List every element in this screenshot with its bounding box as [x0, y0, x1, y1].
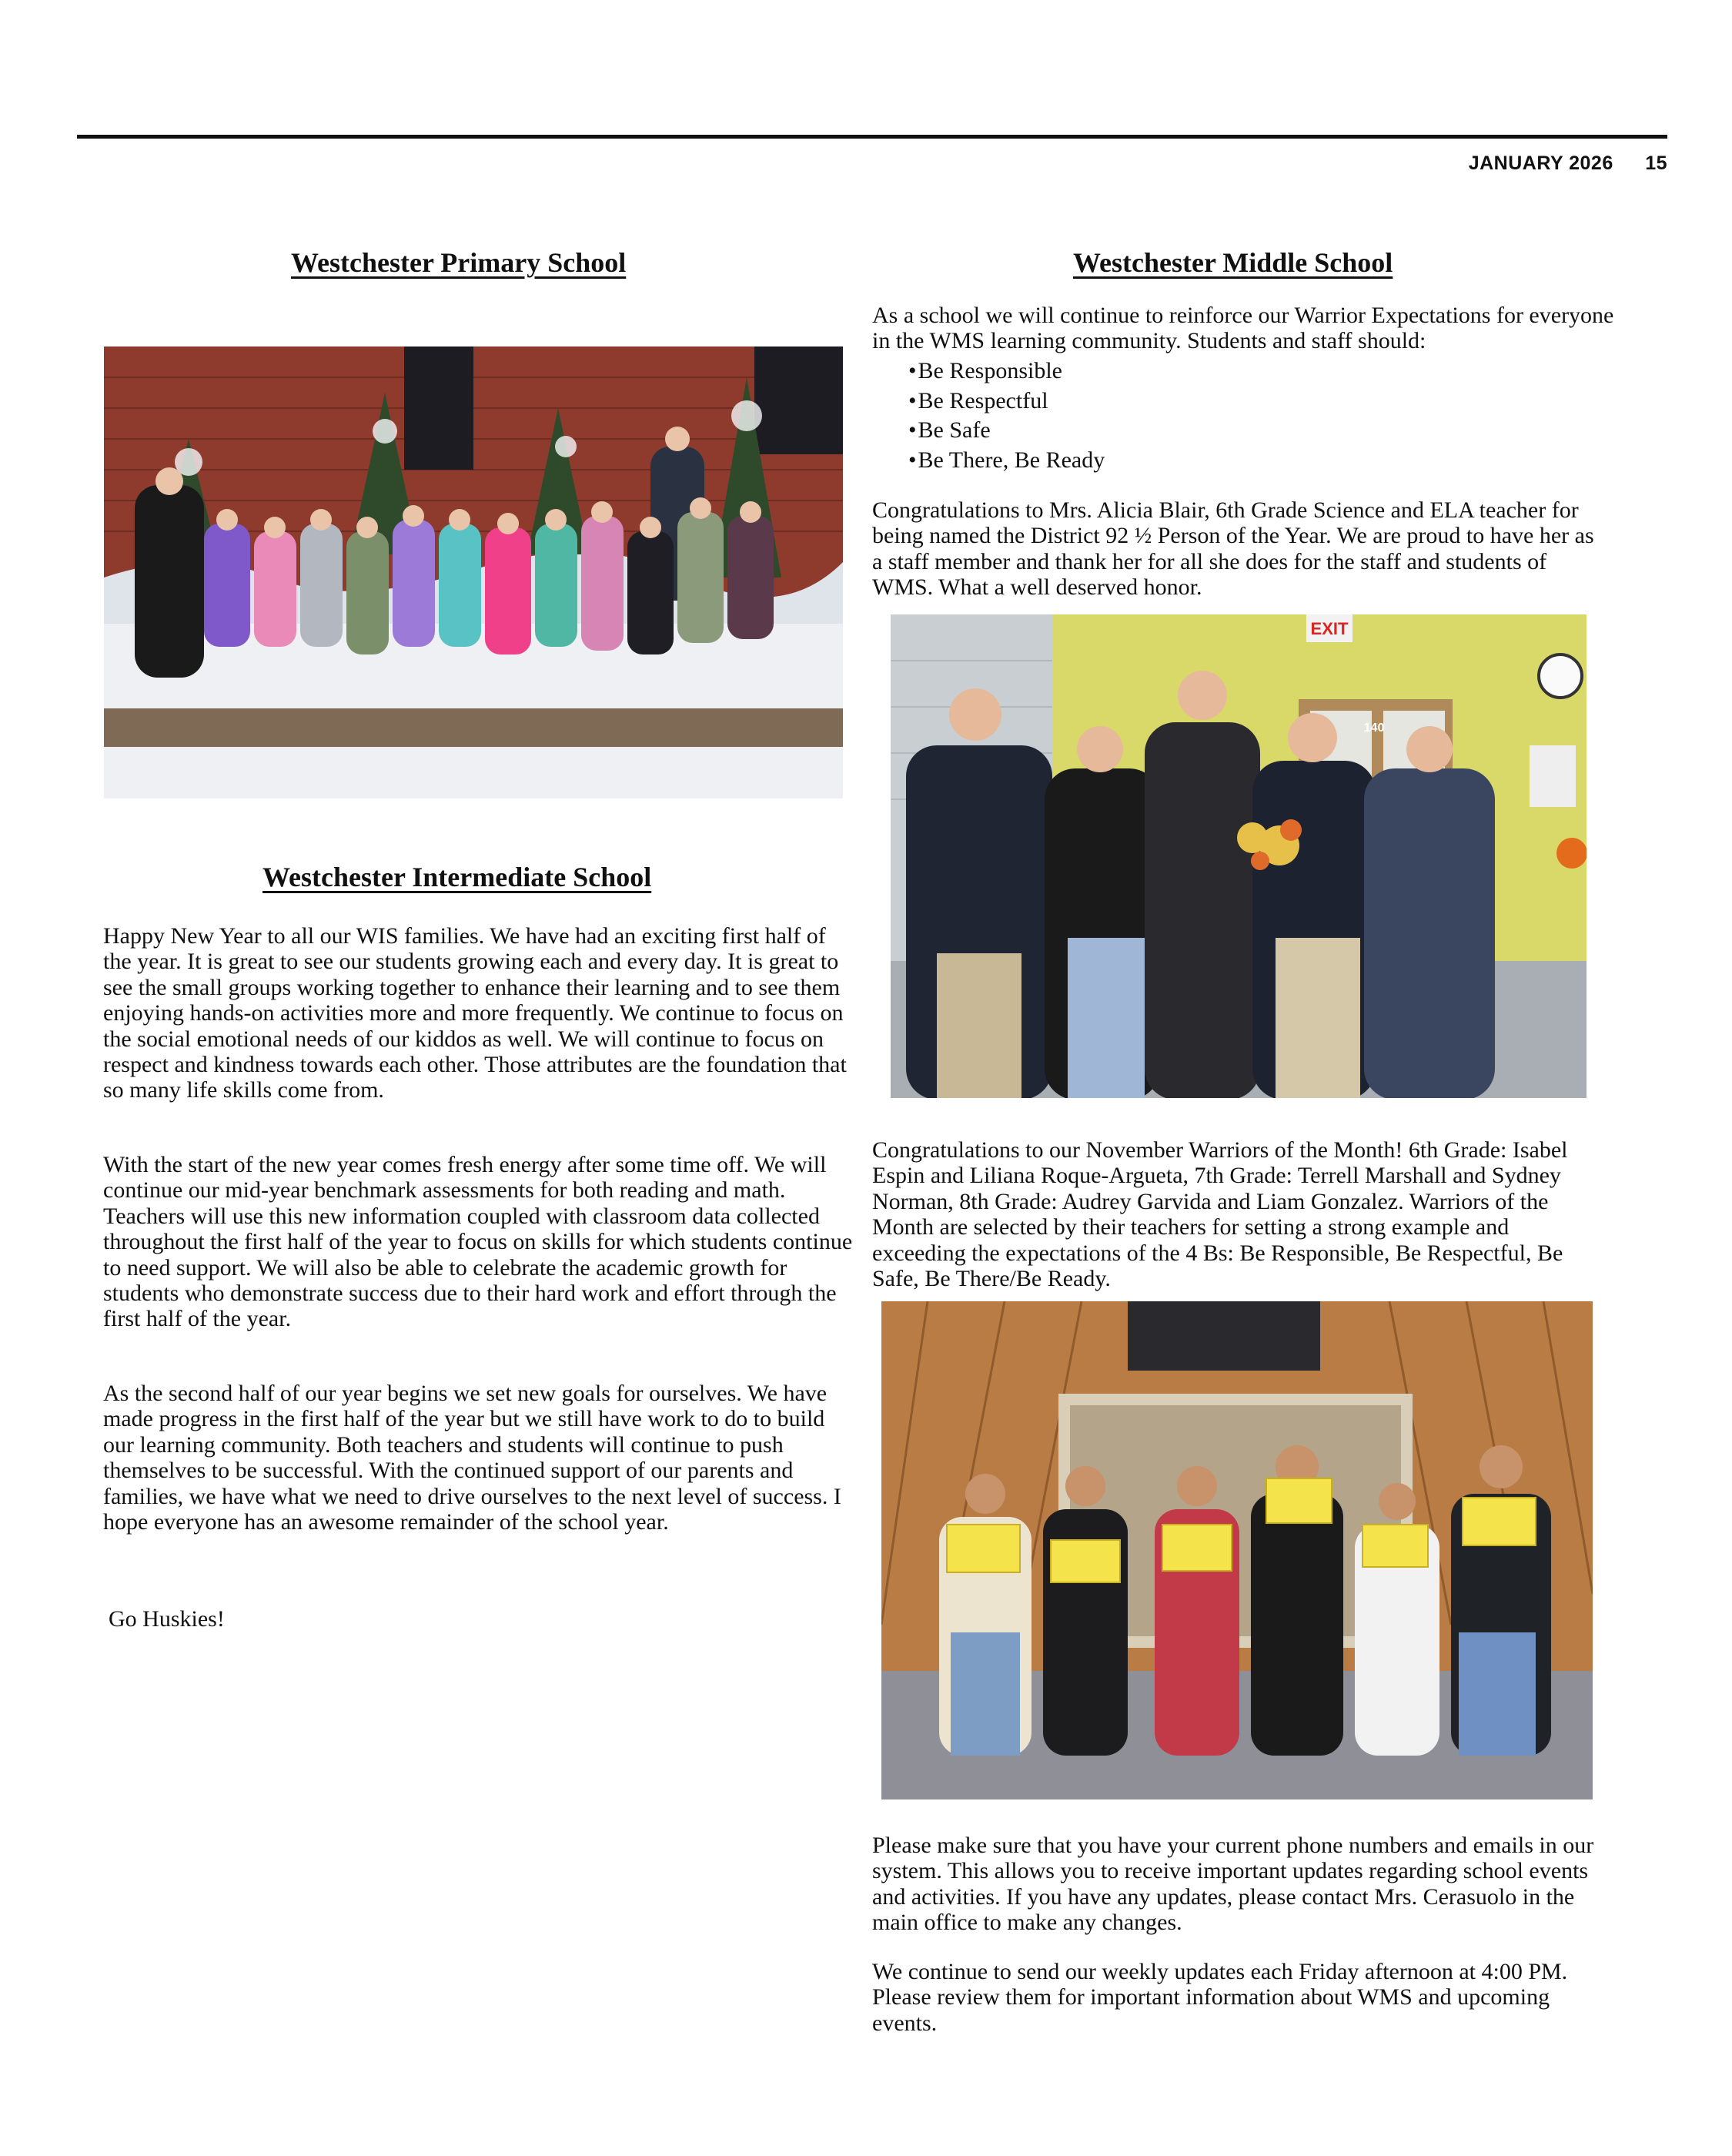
expectation-item: • Be Responsible: [908, 357, 1105, 387]
expectation-item: • Be There, Be Ready: [908, 446, 1105, 476]
middle-school-heading: Westchester Middle School: [1073, 247, 1393, 278]
middle-intro: As a school we will continue to reinforce our Warrior Expectations for everyone in the WMS learning community. Students and staff should:: [872, 303, 1614, 354]
intermediate-paragraph-1: Happy New Year to all our WIS families. We have had an exciting first half of the year. It is great to see our students growing each and every day. It is great to see the small groups working together to enhance their learning and to see them enjoying hands-on activities more and more frequently. We continue to focus on the social emotional needs of our kiddos as well. We will continue to focus on respect and kindness towards each other. Those attributes are the foundation that so many life skills come from.: [103, 923, 847, 1103]
header-rule: [77, 135, 1667, 139]
primary-class-photo: [104, 346, 843, 798]
page-number: 15: [1645, 152, 1667, 174]
congrats-blair-paragraph: Congratulations to Mrs. Alicia Blair, 6th Grade Science and ELA teacher for being named the District 92 ½ Person of the Year. We are proud to have her as a staff member and thank her for all she does for the staff and students of WMS. What a well deserved honor.: [872, 497, 1594, 601]
intermediate-school-heading: Westchester Intermediate School: [262, 862, 652, 892]
weekly-updates-paragraph: We continue to send our weekly updates each Friday afternoon at 4:00 PM. Please review them for important information about WMS and upcoming events.: [872, 1959, 1568, 2036]
intermediate-paragraph-3: As the second half of our year begins we set new goals for ourselves. We have made progress in the first half of the year but we still have work to do to build our learning community. Both teachers and students will continue to push themselves to be successful. With the continued support of our parents and families, we have what we need to drive ourselves to the next level of success. I hope everyone has an awesome remainder of the school year.: [103, 1381, 841, 1535]
intermediate-paragraph-2: With the start of the new year comes fresh energy after some time off. We will continue our mid-year benchmark assessments for both reading and math. Teachers will use this new information coupled with classroom data collected throughout the first half of the year to focus on skills for which students continue to need support. We will also be able to celebrate the academic growth for students who demonstrate success due to their hard work and effort through the first half of the year.: [103, 1152, 853, 1332]
expectations-list: [908, 357, 1105, 475]
room-number-text: 140: [1363, 721, 1385, 735]
exit-sign-text: EXIT: [1310, 619, 1349, 638]
warriors-of-month-paragraph: Congratulations to our November Warriors of the Month! 6th Grade: Isabel Espin and Liliana Roque-Argueta, 7th Grade: Terrell Marshall and Sydney Norman, 8th Grade: Audrey Garvida and Liam Gonzalez. Warriors of the Month are selected by their teachers for setting a strong example and exceeding the expectations of the 4 Bs: Be Responsible, Be Respectful, Be Safe, Be There/Be Ready.: [872, 1137, 1568, 1292]
primary-school-heading: Westchester Primary School: [291, 247, 627, 278]
intermediate-signoff: Go Huskies!: [109, 1606, 225, 1632]
warriors-of-month-photo: [881, 1301, 1593, 1799]
staff-award-photo: [891, 614, 1587, 1098]
expectation-item: • Be Safe: [908, 416, 1105, 446]
contact-info-paragraph: Please make sure that you have your current phone numbers and emails in our system. This allows you to receive important updates regarding school events and activities. If you have any updates, please contact Mrs. Cerasuolo in the main office to make any changes.: [872, 1833, 1594, 1936]
issue-date: JANUARY 2026: [1468, 152, 1613, 174]
page-header: [1469, 152, 1667, 175]
expectation-item: • Be Respectful: [908, 387, 1105, 417]
